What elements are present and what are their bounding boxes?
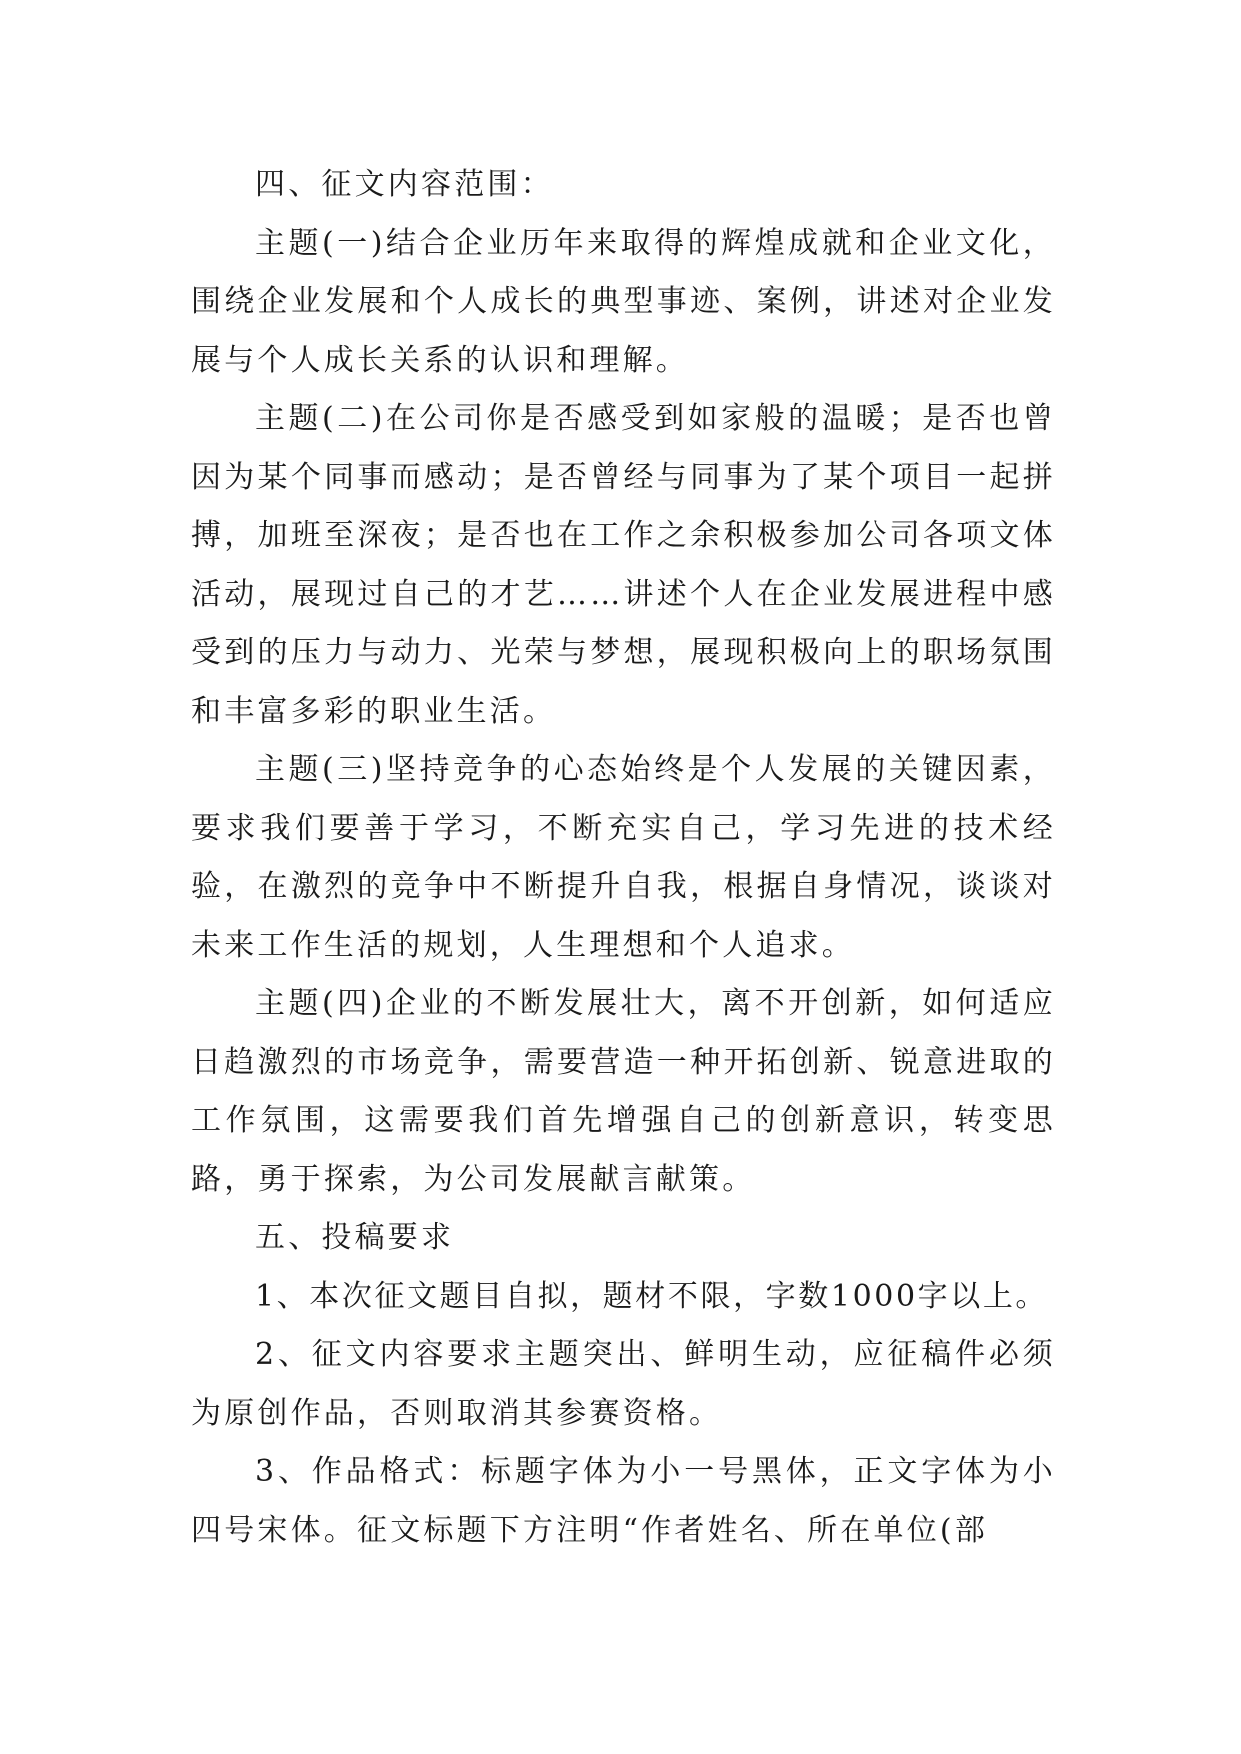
- requirement-item-3: 3、作品格式：标题字体为小一号黑体，正文字体为小四号宋体。征文标题下方注明“作者姓名、所在单位(部: [191, 1454, 1056, 1548]
- requirement-item-1: 1、本次征文题目自拟，题材不限，字数1000字以上。: [255, 1278, 1049, 1314]
- section-heading-submission-requirements: 五、投稿要求: [255, 1220, 455, 1255]
- requirement-item-2: 2、征文内容要求主题突出、鲜明生动，应征稿件必须为原创作品，否则取消其参赛资格。: [191, 1337, 1056, 1431]
- paragraph-theme-2: 主题(二)在公司你是否感受到如家般的温暖；是否也曾因为某个同事而感动；是否曾经与同事为了某个项目一起拼搏，加班至深夜；是否也在工作之余积极参加公司各项文体活动，展现过自己的才艺……讲述个人在企业发展进程中感受到的压力与动力、光荣与梦想，展现积极向上的职场氛围和丰富多彩的职业生活。: [191, 401, 1056, 729]
- paragraph-theme-1: 主题(一)结合企业历年来取得的辉煌成就和企业文化，围绕企业发展和个人成长的典型事迹、案例，讲述对企业发展与个人成长关系的认识和理解。: [191, 225, 1056, 378]
- section-heading-content-scope: 四、征文内容范围：: [255, 167, 554, 202]
- paragraph-theme-3: 主题(三)坚持竞争的心态始终是个人发展的关键因素，要求我们要善于学习，不断充实自己，学习先进的技术经验，在激烈的竞争中不断提升自我，根据自身情况，谈谈对未来工作生活的规划，人生理想和个人追求。: [191, 752, 1056, 963]
- document-body: [191, 156, 1056, 1560]
- paragraph-theme-4: 主题(四)企业的不断发展壮大，离不开创新，如何适应日趋激烈的市场竞争，需要营造一种开拓创新、锐意进取的工作氛围，这需要我们首先增强自己的创新意识，转变思路，勇于探索，为公司发展献言献策。: [191, 986, 1056, 1197]
